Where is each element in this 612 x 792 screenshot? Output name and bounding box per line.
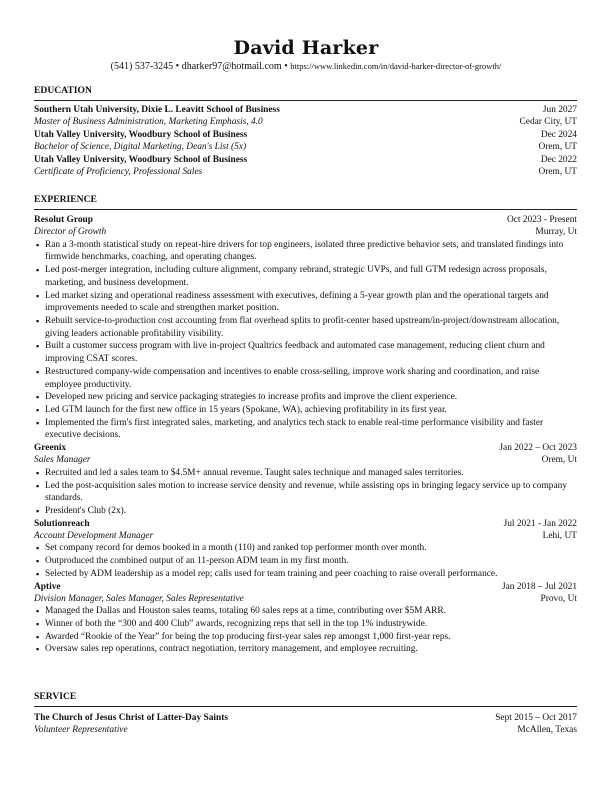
location: Orem, Ut xyxy=(541,455,577,466)
location: Orem, UT xyxy=(538,142,577,153)
company: Solutionreach xyxy=(34,518,90,529)
bullet: ▪ Ran a 3-month statistical study on repeat-hire drivers for top engineers, isolated three predictive behavior sets, and translated findings into firmwide benchmarks, coaching, and operating changes. xyxy=(34,239,577,264)
role: Sales Manager xyxy=(34,455,91,466)
bullet: ▪ Outproduced the combined output of an 11-person ADM team in my first month. xyxy=(34,555,577,568)
organization: The Church of Jesus Christ of Latter-Day Saints xyxy=(34,713,229,723)
bullet: ▪ Led GTM launch for the first new office in 15 years (Spokane, WA), achieving profitability in its first year. xyxy=(34,404,577,417)
candidate-name: David Harker xyxy=(233,37,379,59)
bullet: ▪ Rebuilt service-to-production cost accounting from flat overhead splits to profit-center based upstream/in-project/downstream allocation, giving leaders actionable profitability visibility. xyxy=(34,315,577,340)
company: Resolut Group xyxy=(34,215,93,225)
job-entry xyxy=(34,518,577,581)
degree: Certificate of Proficiency, Professional Sales xyxy=(34,166,203,177)
bullet: ▪ President's Club (2x). xyxy=(34,505,577,518)
date: Dec 2024 xyxy=(540,129,577,140)
bullet: ▪ Implemented the firm's first integrated sales, marketing, and analytics tech stack to enable real-time performance visibility and faster executive decisions. xyxy=(34,417,577,442)
bullet: ▪ Built a customer success program with live in-project Qualtrics feedback and automated case management, reducing client churn and improving CSAT scores. xyxy=(34,340,577,365)
separator: • xyxy=(175,61,180,72)
linkedin-link[interactable]: https://www.linkedin.com/in/david-harker-director-of-growth/ xyxy=(290,61,502,71)
bullet: ▪ Oversaw sales rep operations, contract negotiation, territory management, and employee recruiting. xyxy=(34,643,577,656)
dates: Jul 2021 - Jan 2022 xyxy=(503,518,577,529)
bullet: ▪ Led the post-acquisition sales motion to increase service density and revenue, while assisting ops in bringing legacy service up to company standards. xyxy=(34,480,577,505)
date: Jun 2027 xyxy=(542,105,577,115)
job-entry xyxy=(34,214,577,442)
bullet: ▪ Developed new pricing and service packaging strategies to increase profits and improve the client experience. xyxy=(34,391,577,404)
location: Orem, UT xyxy=(538,166,577,177)
education-entry xyxy=(34,104,577,129)
location: Cedar City, UT xyxy=(519,117,577,128)
role: Director of Growth xyxy=(34,227,107,238)
experience-heading: EXPERIENCE xyxy=(34,194,577,210)
bullet: ▪ Set company record for demos booked in a month (110) and ranked top performer month over month. xyxy=(34,542,577,555)
email[interactable]: dharker97@hotmail.com xyxy=(181,61,282,72)
education-section xyxy=(34,104,577,178)
bullet: ▪ Managed the Dallas and Houston sales teams, totaling 60 sales reps at a time, contributing over $5M ARR. xyxy=(34,605,577,618)
education-entry xyxy=(34,129,577,154)
contact-line xyxy=(0,59,612,74)
service-heading: SERVICE xyxy=(34,691,577,707)
school: Utah Valley University, Woodbury School of Business xyxy=(34,154,248,165)
bullet: ▪ Led market sizing and operational readiness assessment with executives, defining a 5-year growth plan and the operational targets and improvements needed to scale and strengthen market position. xyxy=(34,290,577,315)
degree: Master of Business Administration, Marketing Emphasis, 4.0 xyxy=(34,117,263,128)
bullet-list xyxy=(34,239,577,442)
date: Dec 2022 xyxy=(540,154,577,165)
location: Murray, Ut xyxy=(535,227,577,238)
role: Division Manager, Sales Manager, Sales Representative xyxy=(34,593,244,604)
bullet: ▪ Selected by ADM leadership as a model rep; calls used for team training and peer coaching to raise overall performance. xyxy=(34,568,577,581)
company: Greenix xyxy=(34,443,67,454)
dates: Oct 2023 - Present xyxy=(506,215,577,225)
school: Southern Utah University, Dixie L. Leavitt School of Business xyxy=(34,105,280,115)
role: Volunteer Representative xyxy=(34,725,128,736)
dates: Jan 2022 – Oct 2023 xyxy=(499,443,577,454)
location: Provo, Ut xyxy=(540,593,577,604)
location: McAllen, Texas xyxy=(517,725,577,736)
job-entry xyxy=(34,442,577,518)
bullet-list xyxy=(34,467,577,518)
experience-section xyxy=(34,214,577,656)
bullet-list xyxy=(34,605,577,656)
bullet: ▪ Winner of both the “300 and 400 Club” awards, recognizing reps that sell in the top 1% industrywide. xyxy=(34,618,577,631)
bullet: ▪ Restructured company-wide compensation and incentives to enable cross-selling, improve work sharing and coordination, and raise employee productivity. xyxy=(34,366,577,391)
service-section xyxy=(34,712,577,737)
separator: • xyxy=(284,61,288,72)
dates: Sept 2015 – Oct 2017 xyxy=(495,713,577,723)
bullet: ▪ Awarded “Rookie of the Year” for being the top producing first-year sales rep amongst 1,000 first-year reps. xyxy=(34,631,577,644)
phone: (541) 537-3245 xyxy=(110,61,174,72)
bullet-list xyxy=(34,542,577,580)
education-entry xyxy=(34,154,577,179)
role: Account Development Manager xyxy=(34,531,154,542)
location: Lehi, UT xyxy=(542,531,577,542)
bullet: ▪ Led post-merger integration, including culture alignment, company rebrand, strategic UVPs, and full GTM redesign across proposals, marketing, and business development. xyxy=(34,264,577,289)
degree: Bachelor of Science, Digital Marketing, Dean's List (5x) xyxy=(34,142,247,153)
school: Utah Valley University, Woodbury School of Business xyxy=(34,129,248,140)
dates: Jan 2018 – Jul 2021 xyxy=(502,581,577,592)
bullet: ▪ Recruited and led a sales team to $4.5M+ annual revenue. Taught sales technique and managed sales territories. xyxy=(34,467,577,480)
company: Aptive xyxy=(34,581,61,592)
education-heading: EDUCATION xyxy=(34,85,577,101)
job-entry xyxy=(34,581,577,657)
